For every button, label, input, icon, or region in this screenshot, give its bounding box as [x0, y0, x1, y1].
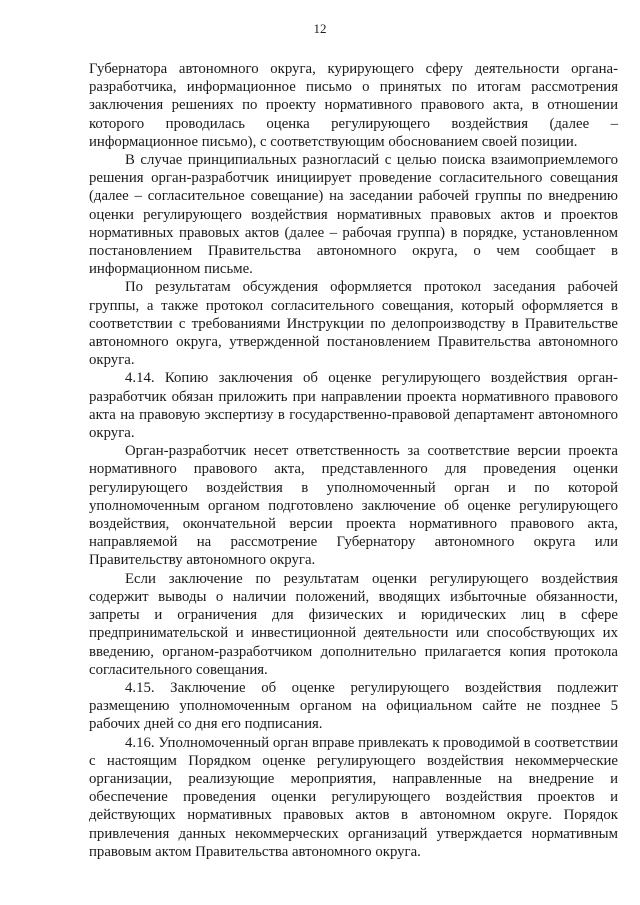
paragraph-4-14: 4.14. Копию заключения об оценке регулирующего воздействия орган-разработчик обязан приложить при направлении проекта нормативного правового акта на правовую экспертизу в государственно-правовой департамент автономного округа. — [89, 370, 618, 442]
page-number: 12 — [313, 21, 327, 36]
paragraph-meeting-protocol: По результатам обсуждения оформляется протокол заседания рабочей группы, а также протокол согласительного совещания, который оформляется в соответствии с требованиями Инструкции по делопроизводству в Правительстве автономного округа, утвержденной постановлением Правительства автономного округа. — [89, 279, 618, 369]
paragraph-continuation: Губернатора автономного округа, курирующего сферу деятельности органа-разработчика, информационное письмо о принятых по итогам рассмотрения заключения решениях по проекту нормативного правового акта, в отношении которого проводилась оценка регулирующего воздействия (далее – информационное письмо), с соответствующим обоснованием своей позиции. — [89, 61, 618, 150]
document-body — [89, 60, 618, 861]
paragraph-4-15: 4.15. Заключение об оценке регулирующего воздействия подлежит размещению уполномоченным органом на официальном сайте не позднее 5 рабочих дней со дня его подписания. — [89, 679, 618, 733]
paragraph-4-16: 4.16. Уполномоченный орган вправе привлекать к проводимой в соответствии с настоящим Порядком оценке регулирующего воздействия некоммерческие организации, реализующие мероприятия, направленные на внедрение и обеспечение проведения оценки регулирующего воздействия проектов и действующих нормативных правовых актов в автономном округе. Порядок привлечения данных некоммерческих организаций утверждается нормативным правовым актом Правительства автономного округа. — [89, 734, 618, 860]
paragraph-conciliation-meeting: В случае принципиальных разногласий с целью поиска взаимоприемлемого решения орган-разработчик инициирует проведение согласительного совещания (далее – согласительное совещание) на заседании рабочей группы по внедрению оценки регулирующего воздействия нормативных правовых актов и проектов нормативных правовых актов (далее – рабочая группа) в порядке, установленном постановлением Правительства автономного округа, о чем сообщает в информационном письме. — [89, 152, 618, 278]
paragraph-developer-responsibility: Орган-разработчик несет ответственность за соответствие версии проекта нормативного правового акта, представленного для проведения оценки регулирующего воздействия в уполномоченный орган и по которой уполномоченным органом подготовлено заключение об оценке регулирующего воздействия, окончательной версии проекта нормативного правового акта, направляемой на рассмотрение Губернатору автономного округа или Правительству автономного округа. — [89, 443, 618, 569]
paragraph-conclusion-findings: Если заключение по результатам оценки регулирующего воздействия содержит выводы о наличии положений, вводящих избыточные обязанности, запреты и ограничения для физических и юридических лиц в сфере предпринимательской и инвестиционной деятельности или способствующих их введению, органом-разработчиком дополнительно прилагается копия протокола согласительного совещания. — [89, 570, 618, 678]
